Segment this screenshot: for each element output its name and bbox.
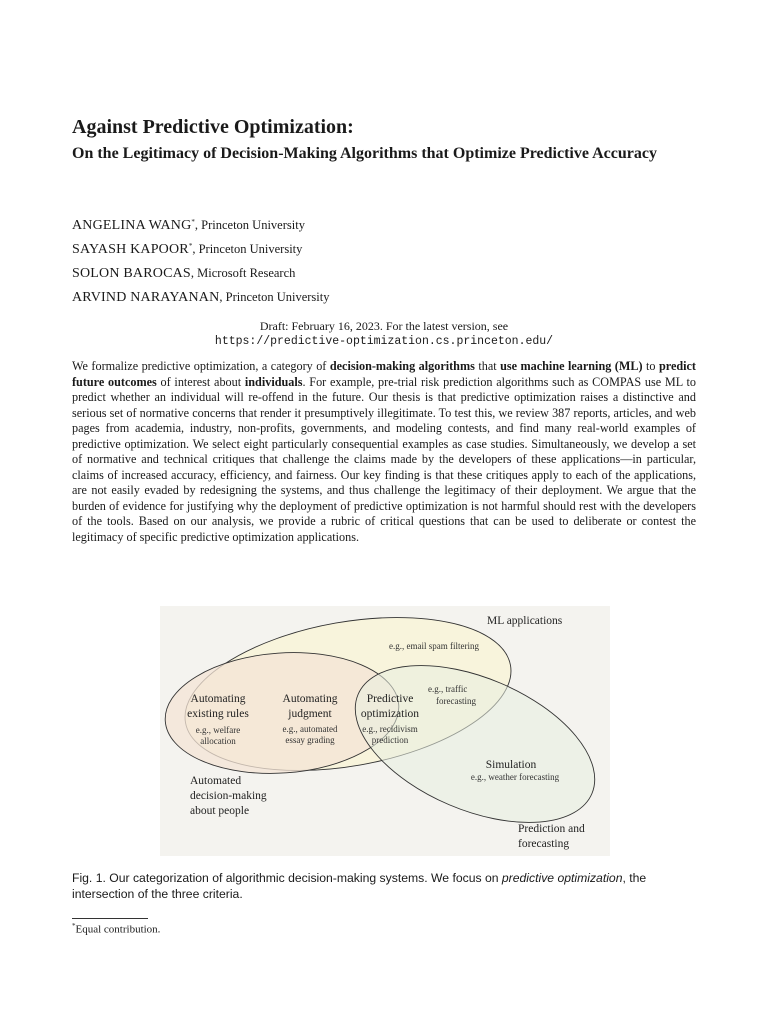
footnote-rule <box>72 918 148 919</box>
footnote-text: Equal contribution. <box>75 923 161 936</box>
essay-grading-example: e.g., automated <box>282 724 338 734</box>
author-mark: * <box>191 218 195 226</box>
author <box>72 258 329 282</box>
author <box>72 234 329 258</box>
automating-rules-title: existing rules <box>187 708 249 720</box>
automated-decision-making-label: Automated <box>190 775 242 787</box>
author-mark: * <box>188 242 193 250</box>
automating-rules-title: Automating <box>190 693 246 705</box>
caption-emphasis: predictive optimization <box>501 871 623 885</box>
footnote <box>72 922 160 936</box>
footnote-mark: * <box>72 922 76 930</box>
essay-grading-example: essay grading <box>285 735 335 745</box>
automated-decision-making-label: about people <box>190 805 250 817</box>
author-name: SAYASH KAPOOR <box>72 242 189 258</box>
traffic-example: forecasting <box>436 696 476 706</box>
recidivism-example: e.g., recidivism <box>362 724 418 734</box>
author-name: ARVIND NARAYANAN <box>72 290 220 306</box>
abstract-text: of interest about <box>156 374 245 389</box>
abstract-text: to <box>642 359 659 373</box>
ml-applications-label: ML applications <box>487 615 563 627</box>
automating-judgment-title: judgment <box>288 708 332 720</box>
author-affiliation: , Princeton University <box>192 242 303 257</box>
paper-subtitle: On the Legitimacy of Decision-Making Algorithms that Optimize Predictive Accuracy <box>72 145 657 162</box>
author-affiliation: , Princeton University <box>194 218 305 233</box>
automated-decision-making-label: decision-making <box>190 790 267 802</box>
draft-line: Draft: February 16, 2023. For the latest version, see <box>259 319 509 333</box>
abstract-emphasis: use machine learning (ML) <box>500 359 643 373</box>
author-name: SOLON BAROCAS <box>72 266 191 282</box>
author-name: ANGELINA WANG <box>72 218 192 234</box>
abstract-text: that <box>474 359 501 373</box>
prediction-forecasting-label: Prediction and <box>518 823 585 835</box>
prediction-forecasting-label: forecasting <box>518 838 570 850</box>
author <box>72 282 329 306</box>
abstract-emphasis: individuals <box>244 374 303 389</box>
abstract-emphasis: decision-making algorithms <box>329 359 475 373</box>
automating-judgment-title: Automating <box>282 693 338 705</box>
predictive-optimization-title: optimization <box>360 708 420 720</box>
author-list <box>72 210 329 306</box>
abstract-text: . For example, pre-trial risk prediction algorithms such as COMPAS use ML to predict whether an individual will re-offend in the future. Our thesis is that predictive optimization raises a distinctive and serious set of normative concerns that render it presumptively illegitimate. To test this, we review 387 reports, articles, and web pages from academia, industry, non-profits, governments, and modeling contests, and find many real-world examples of predictive optimization. We select eight particularly consequential examples as case studies. Simultaneously, we develop a set of normative and technical critiques that challenge the claims made by the developers of these applications—in particular, claims of increased accuracy, efficiency, and fairness. Our key finding is that these critiques apply to each of the applications, are not easily evaded by redesigning the systems, and thus challenge the legitimacy of their deployment. We argue that the burden of evidence for justifying why the deployment of predictive optimization is not harmful should rest with the developers of the tools. Based on our analysis, we provide a rubric of critical questions that can be used to deliberate or contest the legitimacy of specific predictive optimization applications. <box>72 374 696 544</box>
project-url-link[interactable]: https://predictive-optimization.cs.princeton.edu/ <box>214 335 554 348</box>
author <box>72 210 329 234</box>
traffic-example: e.g., traffic <box>428 684 468 694</box>
spam-example: e.g., email spam filtering <box>389 641 479 651</box>
predictive-optimization-title: Predictive <box>366 693 414 705</box>
figure-caption <box>72 870 696 902</box>
abstract-text: We formalize predictive optimization, a category of <box>72 359 330 373</box>
caption-tail: , the intersection of the three criteria. <box>72 871 647 901</box>
weather-example: e.g., weather forecasting <box>470 772 560 782</box>
author-affiliation: , Princeton University <box>219 290 330 305</box>
welfare-example: allocation <box>200 736 236 746</box>
paper-title: Against Predictive Optimization: <box>72 116 354 138</box>
venn-diagram <box>160 606 610 856</box>
recidivism-example: prediction <box>371 735 409 745</box>
abstract-emphasis: predict future outcomes <box>72 359 696 389</box>
author-affiliation: , Microsoft Research <box>190 266 296 281</box>
welfare-example: e.g., welfare <box>195 725 241 735</box>
draft-note <box>72 318 696 350</box>
abstract <box>72 359 696 545</box>
caption-lead: Fig. 1. Our categorization of algorithmic decision-making systems. We focus on <box>72 871 502 885</box>
simulation-title: Simulation <box>485 759 537 771</box>
venn-figure <box>160 606 610 856</box>
